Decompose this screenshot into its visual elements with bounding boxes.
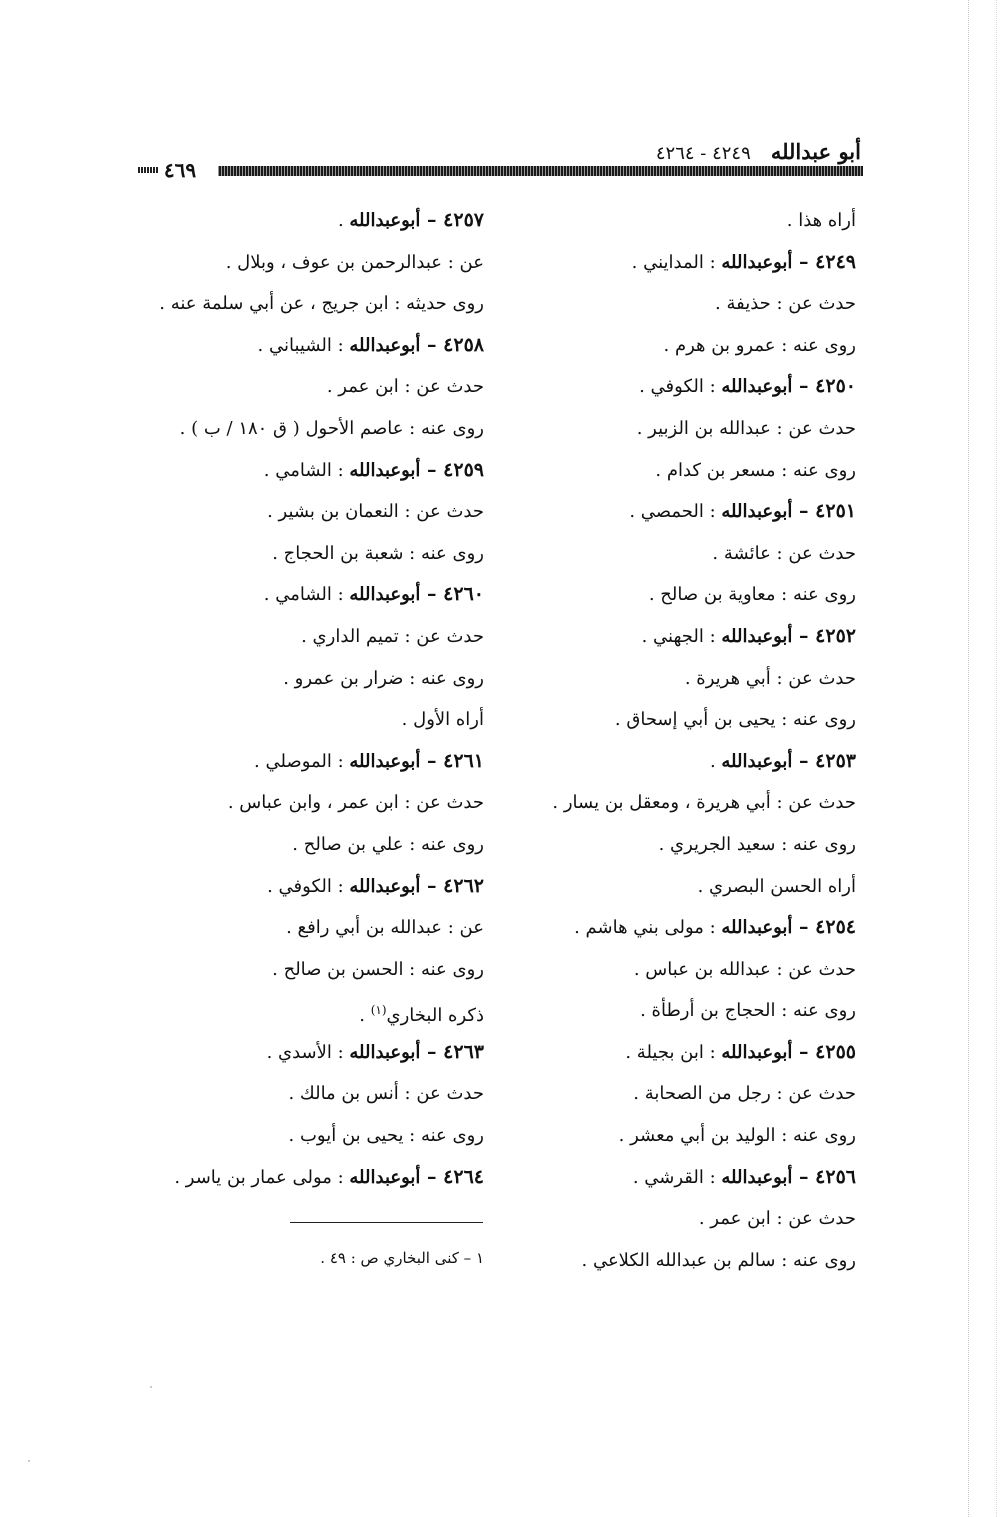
entry-text: حدث عن : حذيفة . [715, 293, 856, 315]
scan-edge-line [968, 0, 970, 1517]
right-column [526, 200, 856, 1281]
entry-text: روى عنه : يحيى بن أيوب . [288, 1125, 484, 1147]
entry-text: روى عنه : الحجاج بن أرطأة . [640, 1000, 856, 1022]
entry-line [142, 782, 484, 824]
entry-dash: – [420, 1040, 444, 1063]
entry-text: ذكره البخاري [386, 1005, 484, 1027]
entry-text: روى عنه : يحيى بن أبي إسحاق . [614, 709, 856, 731]
entry-number: ٤٢٥٢ [815, 624, 856, 647]
entry-description: : الشيباني . [257, 334, 350, 356]
entry-heading [142, 325, 484, 367]
entry-description: : مولى عمار بن ياسر . [174, 1166, 350, 1188]
entry-name: أبوعبدالله [349, 210, 421, 231]
entry-number: ٤٢٥٤ [815, 916, 856, 939]
entry-description: : القرشي . [632, 1166, 722, 1188]
page-number: ٤٦٩ [142, 158, 218, 182]
entry-name: أبوعبدالله [349, 459, 421, 481]
header-entry-range: ٤٢٤٩ - ٤٢٦٤ [655, 143, 751, 164]
entry-line [526, 533, 856, 575]
entry-description: . [337, 210, 350, 231]
entry-line [142, 990, 484, 1032]
entry-line [526, 866, 856, 908]
entry-name: أبوعبدالله [721, 501, 793, 523]
entry-description: : المدايني . [631, 251, 722, 273]
entry-dash: – [420, 458, 444, 481]
entry-dash: – [420, 749, 444, 772]
entry-number: ٤٢٥٨ [443, 333, 484, 356]
entry-heading [526, 491, 856, 533]
entry-line [142, 658, 484, 700]
entry-description: : الشامي . [263, 459, 350, 481]
entry-heading [526, 907, 856, 949]
footnote-rule [290, 1222, 483, 1223]
entry-line [526, 824, 856, 866]
entry-dash: – [792, 916, 816, 939]
entry-line [142, 1073, 484, 1115]
entry-line [526, 1240, 856, 1282]
entry-text: حدث عن : عبدالله بن الزبير . [636, 417, 856, 439]
left-column [142, 200, 484, 1198]
entry-text: حدث عن : أبي هريرة . [684, 667, 856, 689]
entry-line [142, 1115, 484, 1157]
entry-description: : مولى بني هاشم . [574, 917, 722, 939]
entry-name: أبوعبدالله [721, 750, 793, 772]
entry-text: حدث عن : عائشة . [712, 542, 856, 564]
entry-line [142, 949, 484, 991]
entry-number: ٤٢٥١ [815, 500, 856, 523]
entry-text: حدث عن : النعمان بن بشير . [267, 501, 484, 523]
entry-line [526, 990, 856, 1032]
entry-text: روى عنه : شعبة بن الحجاج . [272, 542, 484, 564]
entry-text: روى عنه : علي بن صالح . [292, 833, 484, 855]
entry-dash: – [792, 1165, 816, 1188]
entry-dash: – [792, 500, 816, 523]
entry-text: روى عنه : ضرار بن عمرو . [283, 667, 484, 689]
entry-text: روى عنه : الحسن بن صالح . [272, 958, 484, 980]
entry-text: أراه هذا . [786, 210, 856, 231]
entry-number: ٤٢٥٥ [815, 1040, 856, 1063]
entry-text: روى عنه : الوليد بن أبي معشر . [618, 1125, 856, 1147]
entry-dash: – [420, 583, 444, 606]
entry-heading [142, 574, 484, 616]
footnote: ١ – كنى البخاري ص : ٤٩ . [320, 1249, 484, 1267]
entry-line [526, 450, 856, 492]
entry-line [142, 533, 484, 575]
entry-name: أبوعبدالله [721, 1041, 793, 1063]
entry-text: روى عنه : عمرو بن هرم . [663, 334, 856, 356]
entry-line [526, 325, 856, 367]
scan-speck [28, 1460, 30, 1462]
entry-text: حدث عن : تميم الداري . [301, 625, 484, 647]
entry-heading [526, 366, 856, 408]
entry-line [526, 949, 856, 991]
entry-name: أبوعبدالله [721, 625, 793, 647]
entry-text: حدث عن : رجل من الصحابة . [633, 1083, 856, 1105]
entry-text: حدث عن : عبدالله بن عباس . [633, 958, 856, 980]
entry-line [526, 1198, 856, 1240]
entry-text: روى عنه : سالم بن عبدالله الكلاعي . [581, 1249, 856, 1271]
header-rule [218, 166, 863, 176]
entry-name: أبوعبدالله [349, 875, 421, 897]
entry-number: ٤٢٤٩ [815, 250, 856, 273]
entry-line [142, 699, 484, 741]
entry-text: روى عنه : سعيد الجريري . [658, 833, 856, 855]
entry-line [142, 824, 484, 866]
footnote-marker: (١) [370, 1003, 387, 1018]
entry-text-end: . [359, 1005, 371, 1027]
entry-heading [526, 616, 856, 658]
scan-edge-line [996, 0, 998, 1517]
entry-heading [142, 450, 484, 492]
entry-text: أراه الأول . [401, 709, 484, 731]
entry-heading [142, 200, 484, 242]
entry-heading [142, 866, 484, 908]
running-header [610, 140, 861, 166]
entry-description: . [709, 750, 722, 772]
entry-text: حدث عن : ابن عمر . [698, 1208, 856, 1230]
entry-number: ٤٢٥٧ [443, 209, 484, 231]
entry-line [526, 699, 856, 741]
entry-number: ٤٢٥٩ [443, 458, 484, 481]
entry-text: حدث عن : أنس بن مالك . [288, 1083, 484, 1105]
entry-number: ٤٢٦١ [443, 749, 484, 772]
entry-dash: – [792, 624, 816, 647]
entry-line [142, 907, 484, 949]
entry-description: : الأسدي . [266, 1041, 350, 1063]
entry-dash: – [420, 874, 444, 897]
entry-line [526, 574, 856, 616]
entry-text: أراه الحسن البصري . [697, 875, 856, 897]
entry-line [526, 782, 856, 824]
entry-dash: – [420, 209, 444, 231]
entry-name: أبوعبدالله [349, 584, 421, 606]
entry-text: روى عنه : مسعر بن كدام . [655, 459, 856, 481]
entry-name: أبوعبدالله [349, 750, 421, 772]
entry-text: حدث عن : ابن عمر . [326, 376, 484, 398]
entry-dash: – [792, 749, 816, 772]
entry-heading [526, 1157, 856, 1199]
entry-line [142, 283, 484, 325]
entry-text: حدث عن : أبي هريرة ، ومعقل بن يسار . [552, 792, 856, 814]
entry-heading [142, 1157, 484, 1199]
entry-dash: – [792, 375, 816, 398]
entry-name: أبوعبدالله [721, 917, 793, 939]
entry-heading [142, 741, 484, 783]
entry-description: : الكوفي . [267, 875, 350, 897]
entry-line [142, 491, 484, 533]
entry-heading [142, 1032, 484, 1074]
entry-number: ٤٢٥٠ [815, 375, 856, 398]
entry-number: ٤٢٦٣ [443, 1040, 484, 1063]
entry-dash: – [792, 1040, 816, 1063]
entry-description: : الشامي . [263, 584, 350, 606]
entry-line [142, 408, 484, 450]
entry-heading [526, 242, 856, 284]
entry-dash: – [420, 1165, 444, 1188]
entry-number: ٤٢٥٦ [815, 1165, 856, 1188]
header-title: أبو عبدالله [770, 139, 861, 164]
entry-name: أبوعبدالله [349, 1041, 421, 1063]
entry-description: : الكوفي . [639, 376, 722, 398]
entry-number: ٤٢٥٣ [815, 749, 856, 772]
entry-description: : الحمصي . [629, 501, 722, 523]
entry-line [526, 408, 856, 450]
entry-line [526, 658, 856, 700]
entry-number: ٤٢٦٠ [443, 583, 484, 606]
entry-dash: – [420, 333, 444, 356]
entry-name: أبوعبدالله [721, 1166, 793, 1188]
entry-description: : الجهني . [641, 625, 722, 647]
entry-heading [526, 1032, 856, 1074]
entry-heading [526, 741, 856, 783]
entry-line [526, 283, 856, 325]
entry-text: عن : عبدالله بن أبي رافع . [286, 917, 484, 939]
entry-line [526, 200, 856, 242]
entry-name: أبوعبدالله [721, 251, 793, 273]
entry-text: روى عنه : معاوية بن صالح . [648, 584, 856, 606]
entry-name: أبوعبدالله [721, 376, 793, 398]
entry-text: روى حديثه : ابن جريج ، عن أبي سلمة عنه . [159, 293, 484, 315]
entry-description: : ابن بجيلة . [625, 1041, 722, 1063]
entry-number: ٤٢٦٤ [443, 1165, 484, 1188]
entry-number: ٤٢٦٢ [443, 874, 484, 897]
entry-line [142, 242, 484, 284]
entry-text: روى عنه : عاصم الأحول ( ق ١٨٠ / ب ) . [179, 417, 484, 439]
entry-dash: – [792, 250, 816, 273]
entry-description: : الموصلي . [254, 750, 350, 772]
entry-name: أبوعبدالله [349, 334, 421, 356]
entry-line [142, 616, 484, 658]
entry-line [142, 366, 484, 408]
entry-text: حدث عن : ابن عمر ، وابن عباس . [227, 792, 484, 814]
entry-line [526, 1115, 856, 1157]
scan-speck [150, 1386, 152, 1388]
entry-name: أبوعبدالله [349, 1166, 421, 1188]
entry-line [526, 1073, 856, 1115]
entry-text: عن : عبدالرحمن بن عوف ، وبلال . [225, 251, 484, 273]
